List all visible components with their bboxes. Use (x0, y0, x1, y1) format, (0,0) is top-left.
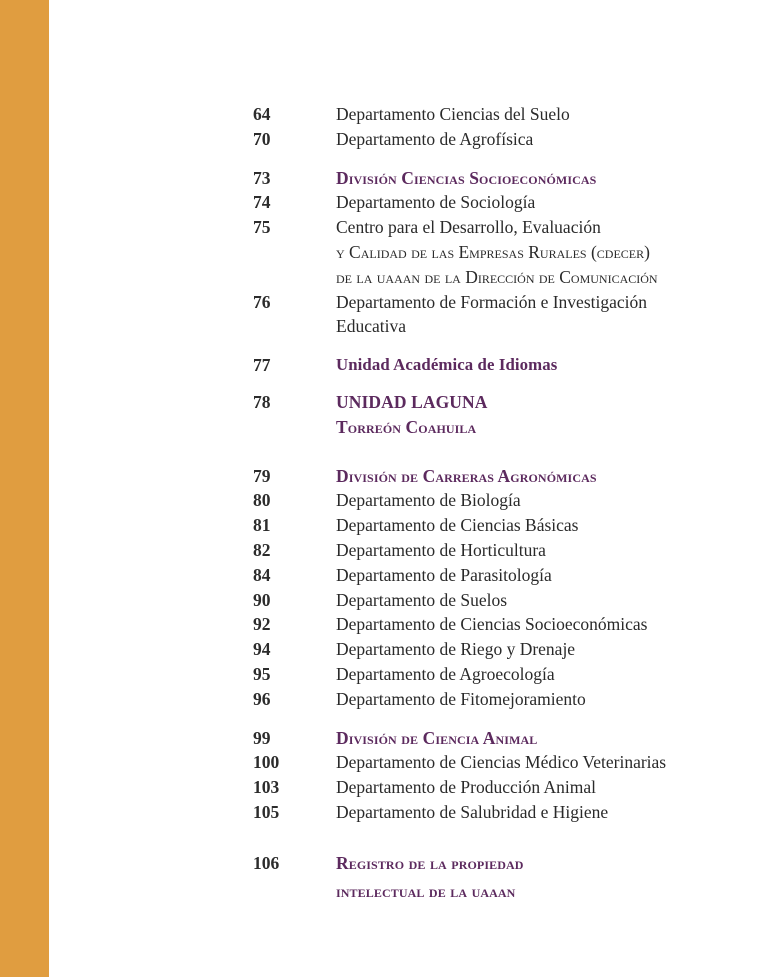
page-number: 100 (253, 752, 280, 773)
page-number: 103 (253, 777, 280, 798)
toc-entry[interactable] (253, 775, 713, 800)
entry-title: Departamento de Fitomejoramiento (336, 688, 586, 709)
entry-title: Departamento de Parasitología (336, 564, 552, 585)
section-title: División Ciencias Socioeconómicas (336, 167, 597, 188)
page-number: 75 (253, 217, 271, 238)
page-number: 77 (253, 355, 271, 376)
section-title-line: intelectual de la uaaan (336, 880, 516, 901)
entry-title: Departamento de Ciencias Básicas (336, 515, 579, 536)
entry-title-line: Departamento de Formación e Investigación (336, 291, 648, 312)
page-number: 92 (253, 614, 271, 635)
unit-title: UNIDAD LAGUNA (336, 391, 488, 412)
page-number: 78 (253, 391, 271, 412)
section-title: División de Ciencia Animal (336, 727, 538, 748)
toc-entry[interactable] (253, 800, 713, 825)
entry-title-line: Educativa (336, 316, 406, 337)
entry-title: Departamento de Biología (336, 490, 521, 511)
toc-entry[interactable] (253, 588, 713, 613)
page-number: 64 (253, 104, 271, 124)
toc-entry-multiline[interactable] (253, 290, 713, 340)
toc-section-heading[interactable] (253, 726, 713, 751)
entry-title: Departamento de Sociología (336, 192, 536, 213)
entry-title: Departamento de Salubridad e Higiene (336, 801, 609, 822)
toc-section-heading[interactable] (253, 464, 713, 489)
page-number: 105 (253, 801, 280, 822)
page-number: 73 (253, 167, 271, 188)
entry-title: Departamento de Producción Animal (336, 777, 596, 798)
page-number: 70 (253, 128, 271, 149)
toc-entry[interactable] (253, 190, 713, 215)
entry-title: Departamento Ciencias del Suelo (336, 104, 570, 124)
section-title: Unidad Académica de Idiomas (336, 355, 558, 375)
toc-entry[interactable] (253, 513, 713, 538)
entry-title-line: de la uaaan de la Dirección de Comunicación (336, 266, 658, 287)
entry-title: Departamento de Ciencias Socioeconómicas (336, 614, 648, 635)
page-number: 80 (253, 490, 271, 511)
toc-section-heading[interactable] (253, 353, 713, 378)
entry-title: Departamento de Horticultura (336, 539, 546, 560)
toc-entry[interactable] (253, 102, 713, 127)
page-number: 79 (253, 465, 271, 486)
page-number: 74 (253, 192, 271, 213)
side-color-band (0, 0, 49, 977)
page-number: 94 (253, 639, 271, 660)
page-number: 81 (253, 515, 271, 536)
section-title: División de Carreras Agronómicas (336, 465, 597, 486)
page-number: 82 (253, 539, 271, 560)
page-number: 96 (253, 688, 271, 709)
toc-entry[interactable] (253, 563, 713, 588)
entry-title-line: Centro para el Desarrollo, Evaluación (336, 217, 601, 238)
page-number: 106 (253, 852, 280, 873)
toc-unit-heading[interactable] (253, 390, 713, 440)
toc-entry-multiline[interactable] (253, 215, 713, 289)
entry-title: Departamento de Riego y Drenaje (336, 639, 576, 660)
page-number: 95 (253, 663, 271, 684)
table-of-contents (253, 102, 713, 905)
toc-entry[interactable] (253, 488, 713, 513)
page-number: 76 (253, 291, 271, 312)
toc-entry[interactable] (253, 127, 713, 152)
entry-title-line: y Calidad de las Empresas Rurales (cdecer) (336, 241, 650, 262)
toc-entry[interactable] (253, 612, 713, 637)
entry-title: Departamento de Agroecología (336, 663, 555, 684)
page-number: 90 (253, 589, 271, 610)
toc-section-heading-multiline[interactable] (253, 849, 713, 905)
toc-entry[interactable] (253, 687, 713, 712)
entry-title: Departamento de Ciencias Médico Veterinarias (336, 752, 667, 773)
toc-entry[interactable] (253, 637, 713, 662)
toc-entry[interactable] (253, 538, 713, 563)
toc-entry[interactable] (253, 662, 713, 687)
toc-section-heading[interactable] (253, 166, 713, 191)
page-number: 99 (253, 727, 271, 748)
toc-entry[interactable] (253, 750, 713, 775)
page-number: 84 (253, 564, 271, 585)
section-title-line: Registro de la propiedad (336, 852, 524, 873)
entry-title: Departamento de Agrofísica (336, 128, 534, 149)
entry-title: Departamento de Suelos (336, 589, 508, 610)
unit-subtitle: Torreón Coahuila (336, 416, 477, 437)
